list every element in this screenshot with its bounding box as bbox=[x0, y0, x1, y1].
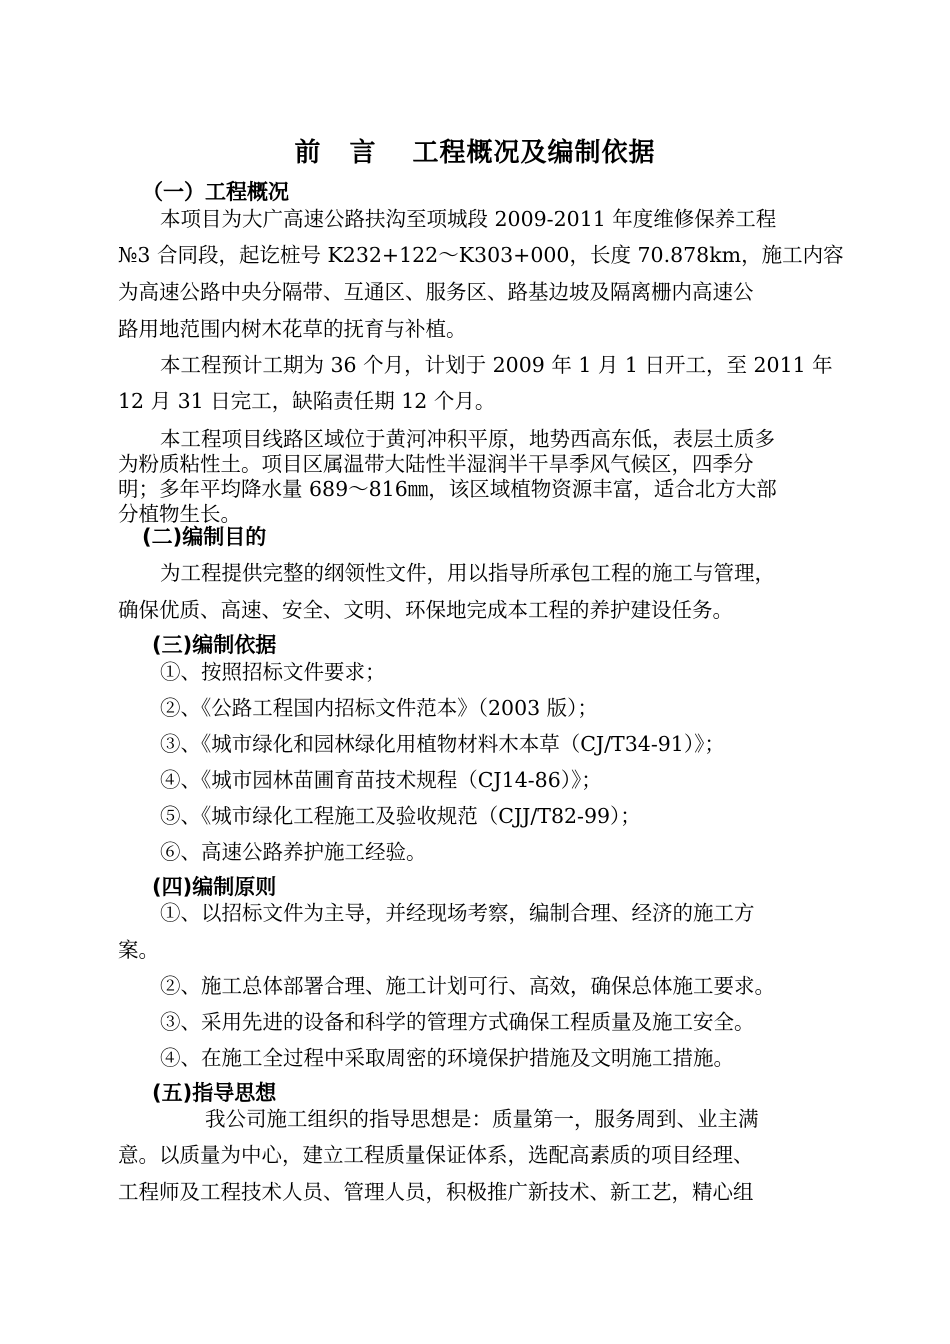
list-item: ②、施工总体部署合理、施工计划可行、高效，确保总体施工要求。 bbox=[160, 974, 775, 998]
title-part-1: 前 bbox=[294, 138, 322, 168]
list-item: ④、在施工全过程中采取周密的环境保护措施及文明施工措施。 bbox=[160, 1046, 734, 1070]
list-item: ①、以招标文件为主导，并经现场考察，编制合理、经济的施工方 bbox=[160, 901, 755, 925]
list-item: ①、按照招标文件要求； bbox=[160, 660, 386, 684]
title-part-2: 言 bbox=[349, 138, 377, 168]
paragraph-line: 本工程预计工期为 36 个月，计划于 2009 年 1 月 1 日开工，至 2011 年 bbox=[160, 353, 833, 377]
section-heading-guiding-thought: (五)指导思想 bbox=[152, 1081, 277, 1105]
title-part-3: 工程概况及编制依据 bbox=[412, 138, 656, 168]
section-heading-principles: (四)编制原则 bbox=[152, 875, 277, 899]
page-title bbox=[0, 132, 950, 169]
paragraph-line: 为高速公路中央分隔带、互通区、服务区、路基边坡及隔离栅内高速公 bbox=[118, 280, 754, 304]
list-item: ④、《城市园林苗圃育苗技术规程（CJ14-86）》； bbox=[160, 768, 602, 792]
section-heading-basis: (三)编制依据 bbox=[152, 633, 277, 657]
paragraph-line: 意。以质量为中心，建立工程质量保证体系，选配高素质的项目经理、 bbox=[118, 1143, 754, 1167]
list-item-continuation: 案。 bbox=[118, 938, 159, 962]
paragraph-line: 我公司施工组织的指导思想是：质量第一，服务周到、业主满 bbox=[205, 1107, 759, 1131]
paragraph-line: 明；多年平均降水量 689～816㎜，该区域植物资源丰富，适合北方大部 bbox=[118, 477, 777, 501]
list-item: ③、《城市绿化和园林绿化用植物材料木本草（CJ/T34-91）》； bbox=[160, 732, 725, 756]
paragraph-line: №3 合同段，起讫桩号 K232+122～K303+000，长度 70.878km，施工内容 bbox=[118, 243, 844, 267]
section-heading-overview: （一）工程概况 bbox=[142, 180, 289, 204]
paragraph-line: 分植物生长。 bbox=[118, 502, 241, 526]
paragraph-line: 本工程项目线路区域位于黄河冲积平原，地势西高东低，表层土质多 bbox=[160, 427, 775, 451]
list-item: ③、采用先进的设备和科学的管理方式确保工程质量及施工安全。 bbox=[160, 1010, 755, 1034]
list-item: ②、《公路工程国内招标文件范本》（2003 版）； bbox=[160, 696, 598, 720]
paragraph-line: 为粉质粘性土。项目区属温带大陆性半湿润半干旱季风气候区，四季分 bbox=[118, 452, 754, 476]
paragraph-line: 工程师及工程技术人员、管理人员，积极推广新技术、新工艺，精心组 bbox=[118, 1180, 754, 1204]
section-heading-purpose: (二)编制目的 bbox=[142, 525, 267, 549]
paragraph-line: 确保优质、高速、安全、文明、环保地完成本工程的养护建设任务。 bbox=[118, 598, 733, 622]
list-item: ⑥、高速公路养护施工经验。 bbox=[160, 840, 427, 864]
paragraph-line: 为工程提供完整的纲领性文件，用以指导所承包工程的施工与管理， bbox=[160, 561, 775, 585]
paragraph-line: 路用地范围内树木花草的抚育与补植。 bbox=[118, 317, 467, 341]
list-item: ⑤、《城市绿化工程施工及验收规范（CJJ/T82-99）； bbox=[160, 804, 641, 828]
paragraph-line: 12 月 31 日完工，缺陷责任期 12 个月。 bbox=[118, 389, 496, 413]
paragraph-line: 本项目为大广高速公路扶沟至项城段 2009-2011 年度维修保养工程 bbox=[160, 207, 777, 231]
